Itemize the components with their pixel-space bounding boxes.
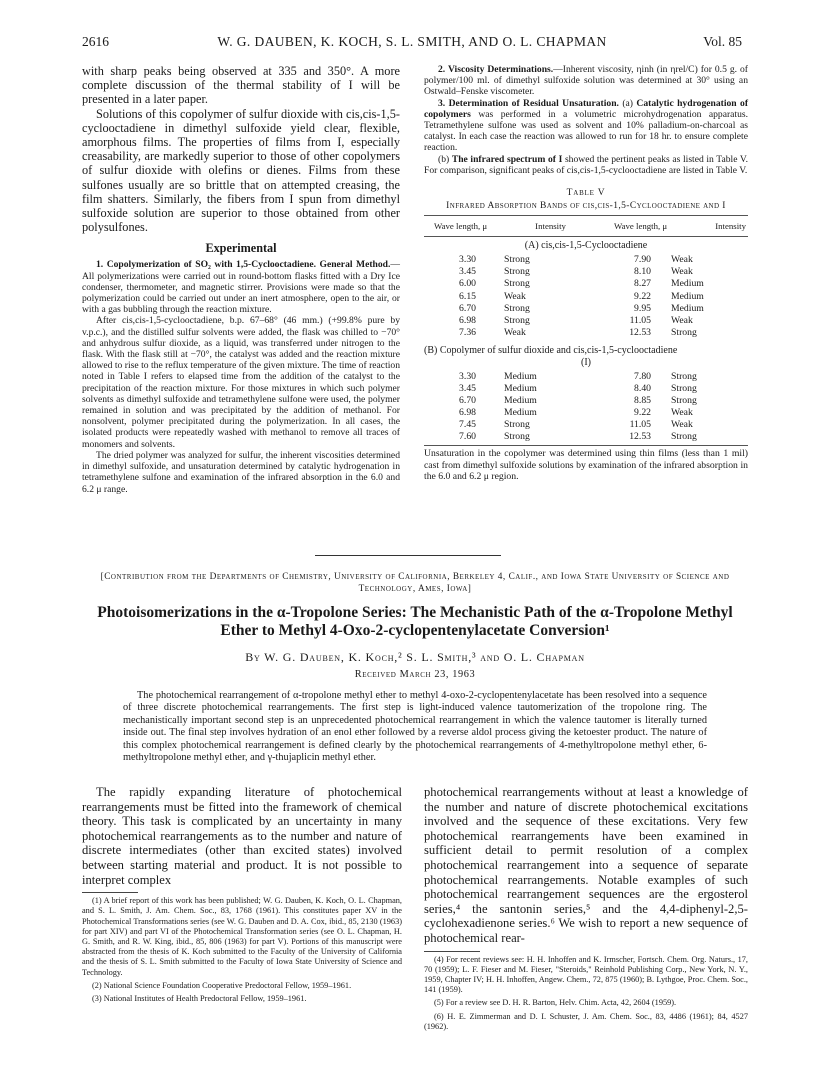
table-row (424, 254, 748, 266)
received-date: Received March 23, 1963 (354, 669, 476, 680)
left-column-top (82, 64, 400, 495)
table-cell: 8.10 (634, 266, 651, 278)
table-cell: Medium (671, 302, 704, 314)
table-cell: Medium (504, 407, 537, 419)
table-cell: 3.30 (459, 254, 476, 266)
table-cell: 9.95 (634, 302, 651, 314)
table-cell: Strong (504, 254, 530, 266)
table-row (424, 395, 748, 407)
table-cell: 9.22 (634, 290, 651, 302)
paragraph (82, 259, 400, 315)
body-paragraph: The rapidly expanding literature of photochemical rearrangements must be fitted into the framework of chemical theory. This task is complicated by an uncertainty in many photochemical rearrangements as to the number and nature of discrete intermediates (other than excited states) involved between starting material and product. It is not possible to interpret complex (82, 785, 402, 887)
table-cell: 6.98 (459, 407, 476, 419)
table-cell: Strong (671, 382, 697, 394)
table-row (424, 419, 748, 431)
table-cell: Strong (671, 370, 697, 382)
table-cell: Weak (504, 326, 526, 338)
table-cell: 9.22 (634, 407, 651, 419)
table-cell: 12.53 (629, 326, 651, 338)
table-cell: Medium (671, 278, 704, 290)
table-cell: Weak (671, 314, 693, 326)
table-rule (424, 445, 748, 446)
table-row (424, 407, 748, 419)
footnote: (1) A brief report of this work has been published; W. G. Dauben, K. Koch, O. L. Chapman, and S. L. Smith, J. Am. Chem. Soc., 83, 1768 (1961). This constitutes paper XV in the Photochemical Transformations series (see W. G. Dauben and D. A. Cox, ibid., 85, 2130 (1963) for part XIV) and part VI of the Photochemical Transformation series (see O. L. Chapman, H. G. Smith, and R. W. King, ibid., 85, 806 (1963) for part V). Portions of this manuscript were abstracted from the thesis of K. Koch submitted to the Faculty of the University of California and the thesis of S. L. Smith submitted to the Faculty of Iowa State University of Science and Technology. (82, 896, 402, 977)
running-head-authors: W. G. DAUBEN, K. KOCH, S. L. SMITH, AND O. L. CHAPMAN (217, 34, 607, 49)
table-cell: Medium (504, 395, 537, 407)
run-in-heading: The infrared spectrum of I (451, 153, 563, 165)
run-in-heading: 3. Determination of Residual Unsaturation. (438, 97, 619, 109)
table-cell: 8.40 (634, 382, 651, 394)
table-row (424, 383, 748, 395)
paragraph: 3. Determination of Residual Unsaturation. (a) Catalytic hydrogenation of copolymers was performed in a volumetric microhydrogenation apparatus. Tetramethylene sulfone was used as solvent and 10% palladium-on-charcoal as catalyst. In each case the reaction was allowed to run for 18 hr. to ensure complete reaction. (424, 97, 749, 154)
table-cell: Medium (504, 382, 537, 394)
page-number: 2616 (82, 34, 109, 49)
table-cell: Weak (671, 419, 693, 431)
footnotes-left (82, 896, 402, 1004)
table-cell: 11.05 (629, 314, 651, 326)
footnote: (4) For recent reviews see: H. H. Inhoffen and K. Irmscher, Fortsch. Chem. Org. Naturs., 17, 70 (1959); L. F. Fieser and M. Fieser, "Steroids," Reinhold Publishing Corp., New York, N. Y., 1959, Chapter IV; H. H. Inhoffen, Angew. Chem., 72, 875 (1960); B. Lythgoe, Proc. Chem. Soc., 141 (1959). (424, 954, 748, 995)
table-section-label: (B) Copolymer of sulfur dioxide and cis,cis-1,5-cyclooctadiene (I) (424, 344, 678, 368)
right-column-top (424, 64, 748, 483)
table-cell: Strong (671, 431, 697, 443)
table-cell: 7.36 (459, 326, 476, 338)
paragraph: After cis,cis-1,5-cyclooctadiene, b.p. 67–68° (46 mm.) (+99.8% pure by v.p.c.), and the distilled sulfur solvents were added, the flask was chilled to −70° and anhydrous sulfur dioxide, as a liquid, was transferred under nitrogen to the flask. With the flask still at −70°, the catalyst was added and the reaction mixture allowed to rise to the reflux temperature of the given mixture. The time of reaction noted in Table I refers to elapsed time from the addition of the catalyst to the precipitation of the reaction mixture. For those mixtures in which such polymer solvents as dimethyl sulfoxide and tetramethylene sulfone were used, the polymer remained in solution and was precipitated by the addition of methanol. For nonsolvent, polymer precipitated during the polymerization. In all cases, the isolated products were repeatedly washed with methanol to remove all traces of monomers and solvents. (82, 315, 400, 450)
table-cell: 6.15 (459, 290, 476, 302)
paragraph-text: was performed in a volumetric microhydrogenation apparatus. Tetramethylene sulfone was used as solvent and 10% palladium-on-charcoal as catalyst. In each case the reaction was allowed to run for 18 hr. to ensure complete reaction. (424, 108, 749, 154)
table-section-b (424, 371, 748, 444)
table-rule (424, 236, 748, 237)
table-cell: Strong (504, 266, 530, 278)
table-row (424, 266, 748, 278)
data-table (424, 215, 748, 483)
paragraph-text: —All polymerizations were carried out in round-bottom flasks fitted with a Dry Ice condenser, thermometer, and magnetic stirrer. Provisions were made so that the polymerization could be carried out under an inert atmosphere, open to the air, or with a gas bubbling through the reaction mixture. (82, 259, 400, 316)
table-cell: 3.45 (459, 382, 476, 394)
table-cell: Strong (504, 302, 530, 314)
table-cell: 7.80 (634, 370, 651, 382)
experimental-heading: Experimental (205, 241, 277, 256)
table-cell: Strong (671, 326, 697, 338)
table-row (424, 278, 748, 290)
footnote: (2) National Science Foundation Cooperative Predoctoral Fellow, 1959–1961. (92, 980, 352, 990)
table-cell: 3.30 (459, 370, 476, 382)
table-row (424, 431, 748, 443)
table-cell: 12.53 (629, 431, 651, 443)
table-cell: 6.00 (459, 278, 476, 290)
table-cell: 6.98 (459, 314, 476, 326)
table-cell: 6.70 (459, 395, 476, 407)
article-divider (315, 555, 501, 556)
table-cell: Strong (504, 314, 530, 326)
left-column-bottom (82, 785, 402, 1004)
running-header (82, 34, 742, 52)
table-section-label: (A) cis,cis-1,5-Cyclooctadiene (524, 240, 648, 252)
paragraph: The dried polymer was analyzed for sulfur, the inherent viscosities determined in dimethyl sulfoxide, and unsaturation determined by catalytic hydrogenation in tetramethylene sulfone and examination of the infrared absorption in the 6.0 and 6.2 μ range. (82, 449, 400, 495)
table-cell: Strong (671, 395, 697, 407)
table-row (424, 371, 748, 383)
column-header: Wave length, μ (434, 221, 488, 232)
table-row (424, 327, 748, 339)
table-cell: 7.90 (634, 254, 651, 266)
body-paragraph: photochemical rearrangements without at least a knowledge of the number and nature of discrete photochemical excitations involved and the sequence of these excitations. Very few photochemical rearrangements have been examined in sufficient detail to permit resolution of a complex photochemical rearrangement into a sequence of separate photochemical rearrangements. Notable examples of such photochemical rearrangement sequences are the ergosterol series,⁴ the santonin series,⁵ and the 4,4-diphenyl-2,5-cyclohexadienone series.⁶ We wish to report a new sequence of photochemical rear- (424, 785, 748, 945)
table-cell: Weak (504, 290, 526, 302)
contribution-line: [Contribution from the Departments of Chemistry, University of California, Berkeley 4, Calif., and Iowa State University of Science and Technology, Ames, Iowa] (100, 572, 730, 595)
table-label: Table V (566, 188, 606, 199)
paragraph-text: showed the pertinent peaks as listed in Table V. For comparison, significant peaks of cis,cis-1,5-cyclooctadiene are listed in Table V. (424, 153, 749, 176)
column-header: Wave length, μ (614, 221, 668, 232)
table-caption: Infrared Absorption Bands of cis,cis-1,5-Cyclooctadiene and I (446, 201, 726, 212)
paragraph: (b) The infrared spectrum of I showed the pertinent peaks as listed in Table V. For comparison, significant peaks of cis,cis-1,5-cyclooctadiene are listed in Table V. (424, 153, 749, 176)
footnote: (6) H. E. Zimmerman and D. I. Schuster, J. Am. Chem. Soc., 83, 4486 (1961); 84, 4527 (1962). (424, 1011, 748, 1031)
paragraph-text: —Inherent viscosity, ηinh (in ηrel/C) for 0.5 g. of polymer/100 ml. of dimethyl sulfoxide solution was determined at 30° using an Ostwald–Fenske viscometer. (424, 64, 748, 98)
table-cell: 3.45 (459, 266, 476, 278)
table-header-row (424, 216, 748, 236)
article-title: Photoisomerizations in the α-Tropolone Series: The Mechanistic Path of the α-Tropolone Methyl Ether to Methyl 4-Oxo-2-cyclopentenylacetate Conversion¹ (97, 604, 733, 639)
table-cell: 7.60 (459, 431, 476, 443)
table-cell: 6.70 (459, 302, 476, 314)
paragraph (424, 64, 748, 98)
table-cell: 8.85 (634, 395, 651, 407)
table-cell: Weak (671, 407, 693, 419)
run-in-heading: 2. Viscosity Determinations. (438, 64, 554, 75)
table-cell: 7.45 (459, 419, 476, 431)
table-row (424, 315, 748, 327)
table-section-a (424, 254, 748, 339)
table-row (424, 303, 748, 315)
table-cell: Strong (504, 431, 530, 443)
right-column-bottom (424, 785, 748, 1032)
column-header: Intensity (535, 221, 566, 232)
paragraph: with sharp peaks being observed at 335 and 350°. A more complete discussion of the thermal stability of I will be presented in a later paper. (82, 64, 400, 107)
table-cell: Medium (504, 370, 537, 382)
table-cell: Strong (504, 278, 530, 290)
table-cell: Weak (671, 266, 693, 278)
abstract: The photochemical rearrangement of α-tropolone methyl ether to methyl 4-oxo-2-cyclopentenylacetate has been resolved into a sequence of three discrete photochemical rearrangements. The first step is light-induced valence tautomerization of the tropolone ring. The mechanistically important second step is an unprecedented photochemical rearrangement in which the valence tautomer is literally turned inside out. The final step involves hydration of an enol ether followed by a reverse aldol process giving the ketoester product. The nature of this complex photochemical rearrangement is defined clearly by the photochemical rearrangements of 4-methyltropolone methyl ether, 6-methyltropolone methyl ether, and γ-thujaplicin methyl ether. (123, 690, 707, 764)
footnotes-right (424, 955, 748, 1032)
table-cell: Strong (504, 419, 530, 431)
footnote: (3) National Institutes of Health Predoctoral Fellow, 1959–1961. (92, 993, 307, 1003)
column-header: Intensity (715, 221, 746, 232)
table-cell: Medium (671, 290, 704, 302)
volume-label: Vol. 85 (703, 34, 742, 49)
footnote-rule (424, 951, 480, 952)
paragraph: Solutions of this copolymer of sulfur dioxide with cis,cis-1,5-cyclooctadiene in dimethyl sulfoxide yield clear, flexible, amorphous films. The properties of films from I, especially creasability, are markedly superior to those of other copolymers of sulfur dioxide with olefins or dienes. Films from these sulfones usually are so brittle that on attempted creasing, the film shatters. Similarly, the fibers from I spun from dimethyl sulfoxide solution are superior to those obtained from other polysulfones. (82, 106, 400, 235)
run-in-heading: Catalytic hydrogenation of copolymers (424, 97, 749, 120)
table-cell: Weak (671, 254, 693, 266)
table-cell: 11.05 (629, 419, 651, 431)
article-byline: By W. G. Dauben, K. Koch,² S. L. Smith,³ and O. L. Chapman (245, 650, 585, 664)
table-row (424, 291, 748, 303)
table-footnote: Unsaturation in the copolymer was determined using thin films (less than 1 mil) cast from dimethyl sulfoxide solutions by examination of the infrared absorption in the 6.0 and 6.2 μ region. (424, 448, 748, 483)
table-cell: 8.27 (634, 278, 651, 290)
run-in-heading: 1. Copolymerization of SO₂ with 1,5-Cyclooctadiene. General Method. (96, 259, 391, 271)
footnote: (5) For a review see D. H. R. Barton, Helv. Chim. Acta, 42, 2604 (1959). (434, 998, 677, 1008)
footnote-rule (82, 892, 138, 893)
